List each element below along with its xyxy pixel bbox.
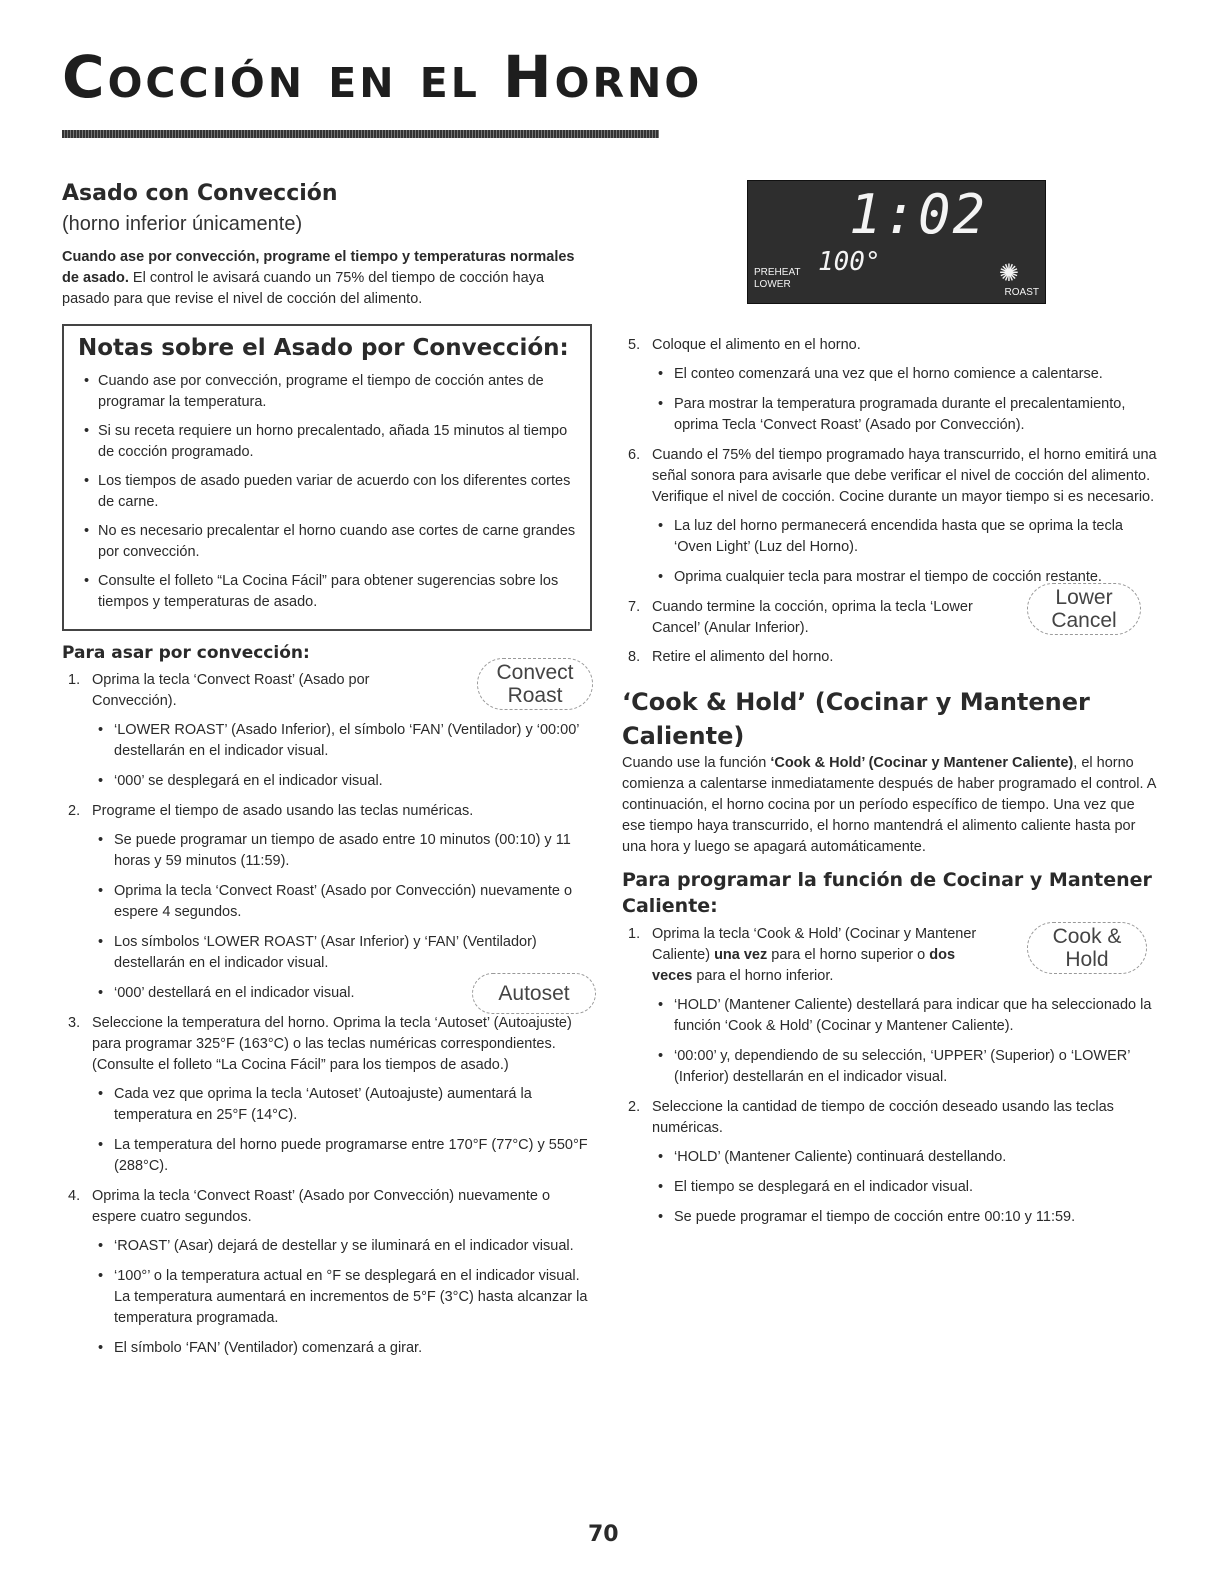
notes-box [62, 324, 592, 632]
convect-roast-key-icon [477, 658, 593, 710]
step-bullet: • La luz del horno permanecerá encendida hasta que se oprima la tecla ‘Oven Light’ (Luz del Horno). [652, 516, 1162, 558]
lower-cancel-key-icon [1027, 583, 1141, 635]
cook-hold-step-2 [622, 1097, 1162, 1228]
cook-hold-program-heading: Para programar la función de Cocinar y Mantener Caliente: [622, 869, 1152, 918]
step-text: Coloque el alimento en el horno. [652, 337, 861, 353]
key-label-line2: Roast [507, 684, 563, 708]
step-bullet: • El símbolo ‘FAN’ (Ventilador) comenzará a girar. [92, 1338, 592, 1359]
cook-hold-intro [622, 753, 1162, 858]
intro-bold: Cuando ase por convección, programe el tiempo y temperaturas normales de asado. [62, 248, 575, 286]
notes-title: Notas sobre el Asado por Convección: [78, 334, 569, 361]
step-bullet: • Oprima cualquier tecla para mostrar el tiempo de cocción restante. [652, 567, 1162, 588]
oven-display-panel [747, 180, 1046, 304]
step-4 [62, 1186, 592, 1359]
notes-item: • Si su receta requiere un horno precalentado, añada 15 minutos al tiempo de cocción programado. [78, 421, 576, 463]
step-bullet: • ‘HOLD’ (Mantener Caliente) continuará destellando. [652, 1147, 1162, 1168]
step-bullet: • Cada vez que oprima la tecla ‘Autoset’ (Autoajuste) aumentará la temperatura en 25°F (14°C). [92, 1084, 592, 1126]
step-bullet: • ‘LOWER ROAST’ (Asado Inferior), el símbolo ‘FAN’ (Ventilador) y ‘00:00’ destellarán en el indicador visual. [92, 720, 592, 762]
step-number: 3. [68, 1015, 81, 1032]
notes-item: • Los tiempos de asado pueden variar de acuerdo con los diferentes cortes de carne. [78, 471, 576, 513]
cook-hold-key-icon [1027, 922, 1147, 974]
notes-item: • Consulte el folleto “La Cocina Fácil” para obtener sugerencias sobre los tiempos y temperaturas de asado. [78, 571, 576, 613]
autoset-key-icon [472, 973, 596, 1014]
step-bullets [652, 1147, 1162, 1228]
step-text [652, 924, 982, 987]
step-number: 4. [68, 1188, 81, 1205]
display-time: 1:02 [848, 183, 987, 246]
intro-text-a: Cuando use la función [622, 755, 771, 772]
display-temperature: 100° [818, 247, 881, 277]
step-bullet: • Los símbolos ‘LOWER ROAST’ (Asar Inferior) y ‘FAN’ (Ventilador) destellarán en el indicador visual. [92, 932, 592, 974]
step-text: Seleccione la temperatura del horno. Oprima la tecla ‘Autoset’ (Autoajuste) para programar 325°F (163°C) o las teclas numéricas correspondientes. (Consulte el folleto “La Cocina Fácil” para los tiempos de asado.) [92, 1015, 572, 1074]
step-number: 2. [68, 803, 81, 820]
step-bullet: • ‘HOLD’ (Mantener Caliente) destellará para indicar que ha seleccionado la función ‘Cook & Hold’ (Cocinar y Mantener Caliente). [652, 995, 1162, 1037]
step-text-a: Oprima la tecla ‘Cook & Hold’ (Cocinar y Mantener Caliente) [652, 925, 977, 963]
notes-item: • Cuando ase por convección, programe el tiempo de cocción antes de programar la temperatura. [78, 371, 576, 413]
step-bold-b: dos veces [652, 946, 956, 984]
step-number: 1. [628, 925, 641, 942]
convection-roast-intro [62, 247, 592, 310]
step-text: Cuando el 75% del tiempo programado haya transcurrido, el horno emitirá una señal sonora para avisarle que debe verificar el nivel de cocción del alimento. Verifique el nivel de cocción. Cocine durante un mayor tiempo si es necesario. [652, 447, 1157, 506]
step-bullet: • Para mostrar la temperatura programada durante el precalentamiento, oprima Tecla ‘Convect Roast’ (Asado por Convección). [652, 394, 1162, 436]
step-bullet: • Oprima la tecla ‘Convect Roast’ (Asado por Convección) nuevamente o espere 4 segundos. [92, 881, 592, 923]
display-lower-label: LOWER [754, 279, 791, 290]
page-title: Cocción en el Horno [62, 43, 703, 111]
key-label-line1: Cook & [1052, 924, 1122, 948]
page-number: 70 [588, 1522, 619, 1547]
cook-hold-step-1-wrap [622, 924, 1162, 1088]
key-label-line2: Hold [1065, 947, 1109, 971]
title-rule [62, 130, 659, 138]
convection-roast-heading: Asado con Convección [62, 181, 338, 206]
step-text: Cuando termine la cocción, oprima la tecla ‘Lower Cancel’ (Anular Inferior). [652, 599, 973, 637]
intro-bold: ‘Cook & Hold’ (Cocinar y Mantener Caliente) [770, 755, 1074, 772]
step-bullet: • ‘000’ destellará en el indicador visual. [92, 983, 592, 1004]
convection-roast-subtitle: (horno inferior únicamente) [62, 212, 303, 235]
key-label-line1: Lower [1055, 586, 1113, 610]
step-8 [622, 647, 1162, 668]
step-bullet: • El tiempo se desplegará en el indicador visual. [652, 1177, 1162, 1198]
convection-steps-heading: Para asar por convección: [62, 643, 310, 664]
display-roast-label: ROAST [1004, 287, 1039, 298]
key-label-line1: Convect [496, 661, 574, 685]
step-number: 5. [628, 337, 641, 353]
step-bullet: • ‘000’ se desplegará en el indicador visual. [92, 771, 592, 792]
step-1-wrap [62, 661, 592, 792]
step-number: 2. [628, 1098, 641, 1115]
step-6 [622, 445, 1162, 588]
right-column [622, 335, 1162, 1237]
step-bullet: • ‘ROAST’ (Asar) dejará de destellar y se iluminará en el indicador visual. [92, 1236, 592, 1257]
intro-text-b: , el horno comienza a calentarse inmediatamente después de haber programado el control. A continuación, el horno cocina por un período específico de tiempo. Una vez que ese tiempo haya transcurrido, el horno mantendrá el alimento caliente hasta por una hora y luego se apagará automáticamente. [622, 755, 1156, 856]
step-bullets [652, 516, 1162, 588]
step-bullets [652, 995, 1162, 1088]
intro-text: El control le avisará cuando un 75% del tiempo de cocción haya pasado para que revise el nivel de cocción del alimento. [62, 269, 545, 307]
key-label: Autoset [498, 982, 570, 1006]
notes-list [78, 371, 576, 613]
fan-icon: ✺ [998, 260, 1019, 287]
display-preheat-label: PREHEAT [754, 267, 801, 278]
step-3 [62, 1013, 592, 1177]
step-bullets [652, 364, 1162, 436]
step-number: 1. [68, 672, 81, 689]
step-bullet: • Se puede programar un tiempo de asado entre 10 minutos (00:10) y 11 horas y 59 minutos (11:59). [92, 830, 592, 872]
step-bullets [92, 1084, 592, 1177]
notes-item: • No es necesario precalentar el horno cuando ase cortes de carne grandes por convección. [78, 521, 576, 563]
step-text: Retire el alimento del horno. [652, 649, 834, 666]
cook-hold-heading: ‘Cook & Hold’ (Cocinar y Mantener Caliente) [622, 688, 1090, 750]
step-5 [622, 335, 1162, 436]
step-bullets [92, 1236, 592, 1359]
step-bullet: • Se puede programar el tiempo de cocción entre 00:10 y 11:59. [652, 1207, 1162, 1228]
step-bullet: • ‘100°’ o la temperatura actual en °F se desplegará en el indicador visual. La temperatura aumentará en incrementos de 5°F (3°C) hasta alcanzar la temperatura programada. [92, 1266, 592, 1329]
step-bullet: • La temperatura del horno puede programarse entre 170°F (77°C) y 550°F (288°C). [92, 1135, 592, 1177]
step-number: 8. [628, 649, 641, 666]
step-bullets [92, 720, 592, 792]
step-number: 7. [628, 599, 641, 616]
left-column [62, 178, 592, 1369]
step-text: Oprima la tecla ‘Convect Roast’ (Asado por Convección) nuevamente o espere cuatro segundos. [92, 1188, 551, 1226]
step-bullet: • ‘00:00’ y, dependiendo de su selección, ‘UPPER’ (Superior) o ‘LOWER’ (Inferior) destellarán en el indicador visual. [652, 1046, 1162, 1088]
key-label-line2: Cancel [1051, 609, 1117, 633]
step-text: Programe el tiempo de asado usando las teclas numéricas. [92, 803, 474, 820]
step-bullet: • El conteo comenzará una vez que el horno comience a calentarse. [652, 364, 1162, 385]
step-7-wrap [622, 586, 1162, 639]
step-bold-a: una vez [714, 946, 768, 963]
step-text: Oprima la tecla ‘Convect Roast’ (Asado por Convección). [92, 672, 370, 710]
step-text: Seleccione la cantidad de tiempo de cocción deseado usando las teclas numéricas. [652, 1098, 1114, 1136]
step-text-b: para el horno superior o [767, 946, 930, 963]
step-text-c: para el horno inferior. [692, 967, 834, 984]
step-number: 6. [628, 447, 641, 464]
